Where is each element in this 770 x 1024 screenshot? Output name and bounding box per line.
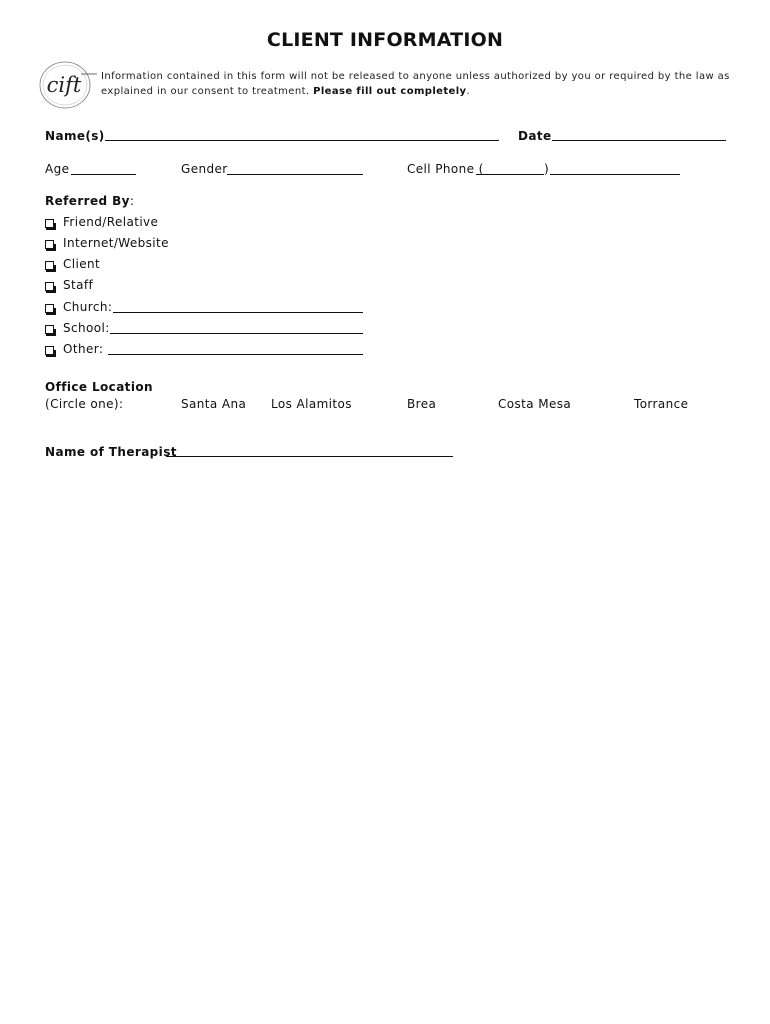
location-torrance[interactable]: Torrance bbox=[634, 397, 689, 411]
location-brea[interactable]: Brea bbox=[407, 397, 437, 411]
names-field[interactable] bbox=[105, 140, 499, 141]
gender-field[interactable] bbox=[227, 174, 363, 175]
therapist-label: Name of Therapist bbox=[45, 445, 177, 459]
names-label: Name(s) bbox=[45, 129, 105, 143]
other-field[interactable] bbox=[108, 354, 363, 355]
intro-text bbox=[101, 69, 730, 99]
gender-label: Gender bbox=[181, 162, 228, 176]
referral-checkbox-church[interactable] bbox=[45, 304, 54, 313]
school-field[interactable] bbox=[110, 333, 363, 334]
cell-phone-label: Cell Phone ( bbox=[407, 162, 484, 176]
referral-option-church: Church: bbox=[63, 300, 113, 314]
cift-logo bbox=[37, 59, 97, 111]
referral-option-staff: Staff bbox=[63, 278, 94, 292]
referral-option-school: School: bbox=[63, 321, 110, 335]
intro-line-2: explained in our consent to treatment. Please fill out completely. bbox=[101, 86, 471, 97]
church-field[interactable] bbox=[113, 312, 363, 313]
referral-checkbox-internet[interactable] bbox=[45, 240, 54, 249]
office-location-instruction: (Circle one): bbox=[45, 397, 124, 411]
referral-option-friend: Friend/Relative bbox=[63, 215, 159, 229]
phone-number-field[interactable] bbox=[550, 174, 680, 175]
referral-checkbox-friend[interactable] bbox=[45, 219, 54, 228]
date-label: Date bbox=[518, 129, 552, 143]
age-field[interactable] bbox=[71, 174, 136, 175]
referral-option-client: Client bbox=[63, 257, 101, 271]
location-costa-mesa[interactable]: Costa Mesa bbox=[498, 397, 572, 411]
logo-text: cift bbox=[46, 73, 82, 97]
referral-option-internet: Internet/Website bbox=[63, 236, 169, 250]
date-field[interactable] bbox=[552, 140, 726, 141]
intro-line-1: Information contained in this form will not be released to anyone unless authorized by you or required by the law as bbox=[101, 71, 730, 82]
location-santa-ana[interactable]: Santa Ana bbox=[181, 397, 247, 411]
logo-emblem-icon bbox=[37, 59, 97, 111]
referral-checkbox-school[interactable] bbox=[45, 325, 54, 334]
referral-checkbox-staff[interactable] bbox=[45, 282, 54, 291]
referred-by-heading: Referred By: bbox=[45, 194, 135, 208]
area-code-field[interactable] bbox=[476, 174, 544, 175]
area-code-close: ) bbox=[544, 162, 550, 176]
location-los-alamitos[interactable]: Los Alamitos bbox=[271, 397, 352, 411]
form-title: CLIENT INFORMATION bbox=[266, 29, 504, 51]
office-location-heading: Office Location bbox=[45, 380, 153, 394]
referral-option-other: Other: bbox=[63, 342, 104, 356]
referral-checkbox-other[interactable] bbox=[45, 346, 54, 355]
fill-completely-emphasis: Please fill out completely bbox=[313, 86, 467, 97]
referral-checkbox-client[interactable] bbox=[45, 261, 54, 270]
age-label: Age bbox=[45, 162, 70, 176]
therapist-field[interactable] bbox=[166, 456, 453, 457]
